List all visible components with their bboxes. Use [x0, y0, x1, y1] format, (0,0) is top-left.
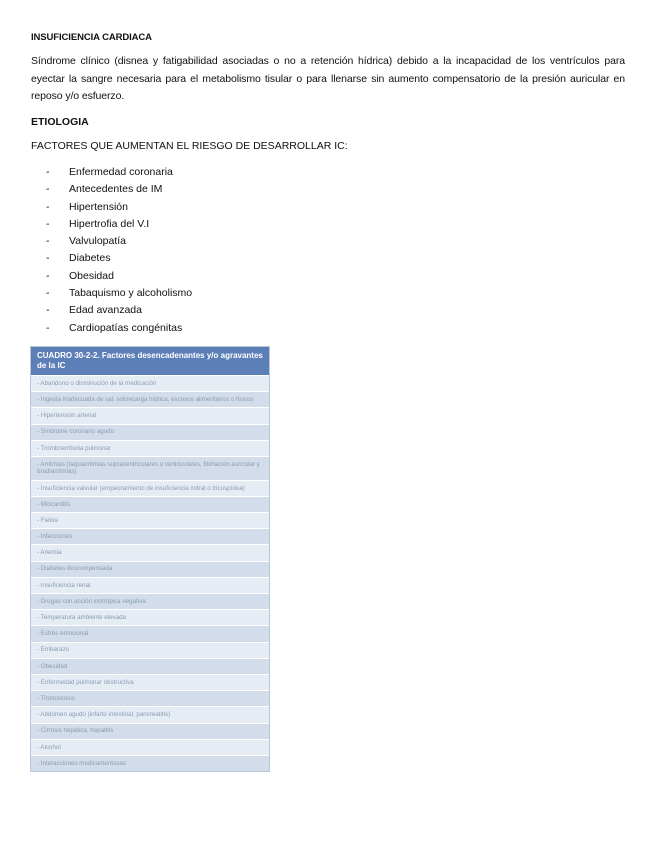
list-item: [46, 216, 192, 233]
document-title: INSUFICIENCIA CARDIACA: [31, 32, 152, 43]
table-row: - Alcohol: [31, 739, 269, 755]
table-row: - Hipertensión arterial: [31, 407, 269, 423]
list-item: [46, 320, 192, 337]
list-marker: -: [46, 200, 50, 213]
table-row: - Cirrosis hepática, hepatitis: [31, 723, 269, 739]
list-item-text: Enfermedad coronaria: [69, 166, 173, 178]
table-body: [31, 375, 269, 771]
table-row: - Insuficiencia renal: [31, 577, 269, 593]
table-row: - Abandono o disminución de la medicación: [31, 375, 269, 391]
list-item: [46, 285, 192, 302]
table-row: - Arritmias (taquiarritmias supraventriculares o ventriculares, fibrilación auricular y bradiarritmias): [31, 456, 269, 480]
etiology-heading: ETIOLOGIA: [31, 116, 89, 128]
list-item: [46, 268, 192, 285]
list-marker: -: [46, 321, 50, 334]
table-row: - Miocarditis: [31, 496, 269, 512]
list-item-text: Obesidad: [69, 269, 114, 282]
table-row: - Síndrome coronario agudo: [31, 424, 269, 440]
list-marker: -: [46, 183, 50, 196]
list-item-text: Cardiopatías congénitas: [69, 321, 183, 334]
table-row: - Tirotoxicosis: [31, 690, 269, 706]
table-row: - Tromboembolia pulmonar: [31, 440, 269, 456]
list-item: [46, 250, 192, 267]
list-marker: -: [46, 166, 50, 178]
risk-factors-list: [46, 164, 192, 337]
list-marker: -: [46, 287, 50, 300]
table-row: - Drogas con acción inotrópica negativa: [31, 593, 269, 609]
list-item: [46, 199, 192, 216]
table-row: - Enfermedad pulmonar obstructiva: [31, 674, 269, 690]
table-row: - Estrés emocional: [31, 625, 269, 641]
list-item-text: Valvulopatía: [69, 235, 127, 248]
list-item-text: Edad avanzada: [69, 304, 142, 317]
list-marker: -: [46, 269, 50, 282]
list-item: [46, 181, 192, 198]
factors-table: [30, 346, 270, 772]
list-marker: -: [46, 235, 50, 248]
list-marker: -: [46, 304, 50, 317]
list-item: [46, 233, 192, 250]
table-row: - Interacciones medicamentosas: [31, 755, 269, 771]
list-item-text: Antecedentes de IM: [69, 183, 163, 196]
table-row: - Diabetes descompensada: [31, 561, 269, 577]
table-row: - Temperatura ambiente elevada: [31, 609, 269, 625]
list-item: [46, 164, 192, 181]
list-item: [46, 302, 192, 319]
list-item-text: Tabaquismo y alcoholismo: [69, 287, 193, 300]
list-marker: -: [46, 252, 50, 265]
table-row: - Obesidad: [31, 658, 269, 674]
table-row: - Anemia: [31, 544, 269, 560]
definition-paragraph: Síndrome clínico (disnea y fatigabilidad asociadas o no a retención hídrica) debido a la incapacidad de los ventrículos para eyectar la sangre necesaria para el metabolismo tisular o para llenarse sin aumento compensatorio de la presión auricular en reposo y/o esfuerzo.: [31, 55, 625, 102]
list-item-text: Hipertensión: [69, 200, 128, 213]
table-row: - Fiebre: [31, 512, 269, 528]
table-row: - Ingesta inadecuada de sal, sobrecarga hídrica, excesos alimentarios o físicos: [31, 391, 269, 407]
list-marker: -: [46, 217, 50, 230]
risk-factors-heading: FACTORES QUE AUMENTAN EL RIESGO DE DESARROLLAR IC:: [31, 140, 348, 152]
table-row: - Infecciones: [31, 528, 269, 544]
table-row: - Abdomen agudo (infarto intestinal, pancreatitis): [31, 706, 269, 722]
table-row: - Insuficiencia valvular (empeoramiento de insuficiencia mitral o tricuspídea): [31, 480, 269, 496]
table-caption: CUADRO 30-2-2. Factores desencadenantes y/o agravantes de la IC: [31, 347, 269, 375]
list-item-text: Diabetes: [69, 252, 111, 265]
table-row: - Embarazo: [31, 642, 269, 658]
list-item-text: Hipertrofia del V.I: [69, 217, 150, 230]
